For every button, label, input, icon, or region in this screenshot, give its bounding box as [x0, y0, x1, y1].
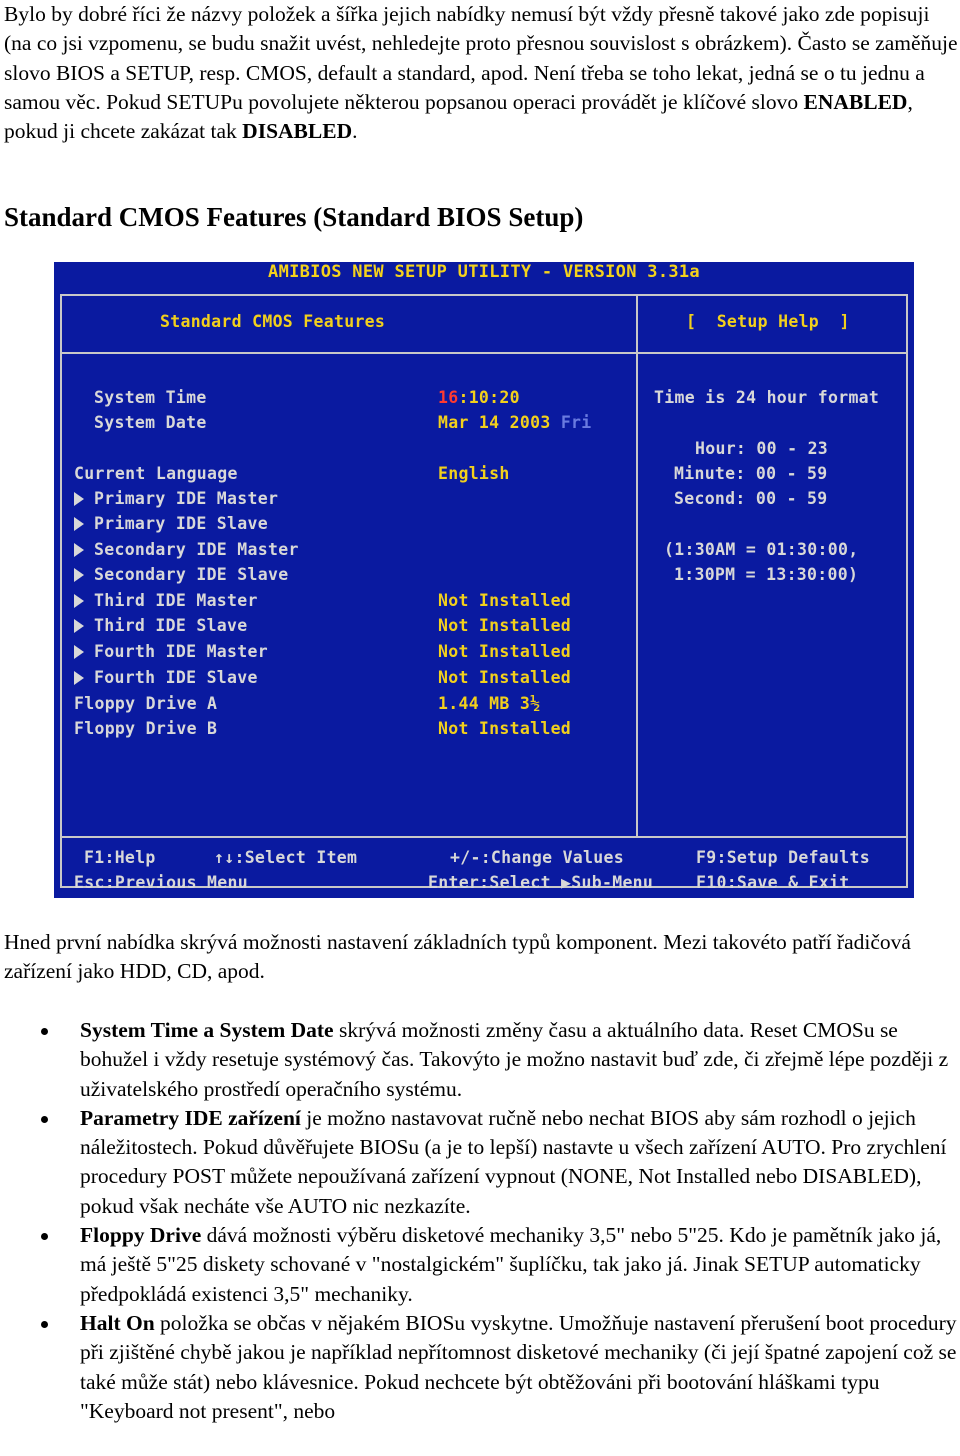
bios-divider-vertical — [636, 294, 638, 836]
floppy-b-value[interactable]: Not Installed — [438, 719, 572, 738]
fourth-slave-value: Not Installed — [438, 668, 572, 687]
floppy-b-label[interactable]: Floppy Drive B — [74, 719, 218, 738]
list-item: Halt On položka se občas v nějakém BIOSu vyskytne. Umožňuje nastavení přerušení boot procedury při zjištěné chybě jakou je například nepřítomnost disketové mechaniky (či její špatné zapojení což se také může stát) nebo klávesnice. Pokud nechcete být obtěžováni při bootování hláškami typu "Keyboard not present", nebo — [0, 1309, 960, 1426]
keyword-disabled: DISABLED — [242, 119, 353, 144]
system-time-value[interactable]: 16:10:20 — [438, 388, 520, 407]
ide-item-secondary-master[interactable]: Secondary IDE Master — [74, 540, 299, 560]
section-heading: Standard CMOS Features (Standard BIOS Setup) — [4, 202, 584, 232]
list-item: Floppy Drive dává možnosti výběru disketové mechaniky 3,5" nebo 5"25. Kdo je pamětník jako já, má ještě 5"25 diskety schované v "nostalgickém" šuplíčku, tak jako já. Jinak SETUP automaticky předpokládá existenci 3,5" mechaniky. — [0, 1221, 960, 1309]
third-slave-value: Not Installed — [438, 616, 572, 635]
ide-item-primary-slave[interactable]: Primary IDE Slave — [74, 514, 268, 534]
submenu-arrow-icon — [74, 645, 84, 659]
third-master-value: Not Installed — [438, 591, 572, 610]
submenu-arrow-icon — [74, 543, 84, 557]
footer-select-item: ↑↓:Select Item — [214, 848, 358, 867]
ide-item-primary-master[interactable]: Primary IDE Master — [74, 489, 278, 509]
bios-divider-header — [60, 352, 908, 354]
bullet-icon — [41, 1116, 48, 1123]
ide-item-third-master[interactable]: Third IDE Master — [74, 591, 258, 611]
bios-left-header: Standard CMOS Features — [160, 312, 386, 331]
ide-item-third-slave[interactable]: Third IDE Slave — [74, 616, 248, 636]
system-date-weekday: Fri — [560, 413, 592, 432]
system-date-label[interactable]: System Date — [94, 413, 207, 432]
intro-paragraph: Bylo by dobré říci že názvy položek a šířka jejich nabídky nemusí být vždy přesně takové jako zde popisuji (na co jsi vzpomenu, se budu snažit uvést, nehledejte proto přesnou souvislost s obrázkem). Často se zaměňuje slovo BIOS a SETUP, resp. CMOS, default a standard, apod. Není třeba se toho lekat, jedná se o tu jednu a samou věc. Pokud SETUPu povolujete některou popsanou operaci provádět je klíčové slovo ENABLED, pokud ji chcete zakázat tak DISABLED. — [4, 2, 958, 144]
bios-right-header: [ Setup Help ] — [686, 312, 850, 331]
bullet-icon — [41, 1321, 48, 1328]
bios-title: AMIBIOS NEW SETUP UTILITY - VERSION 3.31a — [268, 262, 700, 282]
floppy-a-value[interactable]: 1.44 MB 3½ — [438, 694, 541, 713]
fourth-master-value: Not Installed — [438, 642, 572, 661]
floppy-a-label[interactable]: Floppy Drive A — [74, 694, 218, 713]
bios-divider-footer — [60, 836, 908, 838]
ide-item-fourth-master[interactable]: Fourth IDE Master — [74, 642, 268, 662]
footer-f1-help: F1:Help — [84, 848, 156, 867]
help-line-minute: Minute: 00 - 59 — [674, 464, 828, 483]
after-paragraph: Hned první nabídka skrývá možnosti nastavení základních typů komponent. Mezi takovéto patří řadičová zařízení jako HDD, CD, apod. — [4, 930, 911, 984]
bullet-list — [0, 1016, 960, 1426]
bullet-icon — [41, 1028, 48, 1035]
current-language-value[interactable]: English — [438, 464, 510, 483]
ide-item-secondary-slave[interactable]: Secondary IDE Slave — [74, 565, 288, 585]
help-line-format: Time is 24 hour format — [654, 388, 880, 407]
submenu-arrow-icon — [74, 568, 84, 582]
system-time-hour-selected: 16 — [438, 388, 459, 407]
footer-change-values: +/-:Change Values — [450, 848, 624, 867]
footer-f10-save-exit: F10:Save & Exit — [696, 873, 850, 892]
help-line-example-am: (1:30AM = 01:30:00, — [664, 540, 859, 559]
keyword-enabled: ENABLED — [803, 89, 908, 114]
bullet-icon — [41, 1233, 48, 1240]
submenu-arrow-icon — [74, 492, 84, 506]
ide-item-fourth-slave[interactable]: Fourth IDE Slave — [74, 668, 258, 688]
footer-esc-previous: Esc:Previous Menu — [74, 873, 248, 892]
list-item: Parametry IDE zařízení je možno nastavovat ručně nebo nechat BIOS aby sám rozhodl o jejich náležitostech. Pokud důvěřujete BIOSu (a je to lepší) nastavte u všech zařízení AUTO. Pro zrychlení procedury POST můžete nepoužívaná zařízení vypnout (NONE, Not Installed nebo DISABLED), pokud však necháte vše AUTO nic nezkazíte. — [0, 1104, 960, 1221]
help-line-example-pm: 1:30PM = 13:30:00) — [674, 565, 859, 584]
footer-enter-submenu: Enter:Select ▶Sub-Menu — [428, 873, 654, 892]
system-date-value[interactable]: Mar 14 2003 Fri — [438, 413, 592, 432]
system-time-label[interactable]: System Time — [94, 388, 207, 407]
current-language-label[interactable]: Current Language — [74, 464, 238, 483]
footer-f9-defaults: F9:Setup Defaults — [696, 848, 870, 867]
submenu-arrow-icon — [74, 671, 84, 685]
submenu-arrow-icon — [74, 517, 84, 531]
bios-screenshot — [54, 262, 914, 898]
help-line-second: Second: 00 - 59 — [674, 489, 828, 508]
list-item: System Time a System Date skrývá možnosti změny času a aktuálního data. Reset CMOSu se bohužel i vždy resetuje systémový čas. Takovýto je možno nastavit buď zde, či zřejmě lépe později z uživatelského prostředí operačního systému. — [0, 1016, 960, 1104]
help-line-hour: Hour: 00 - 23 — [695, 439, 829, 458]
submenu-arrow-icon — [74, 619, 84, 633]
submenu-arrow-icon — [74, 594, 84, 608]
